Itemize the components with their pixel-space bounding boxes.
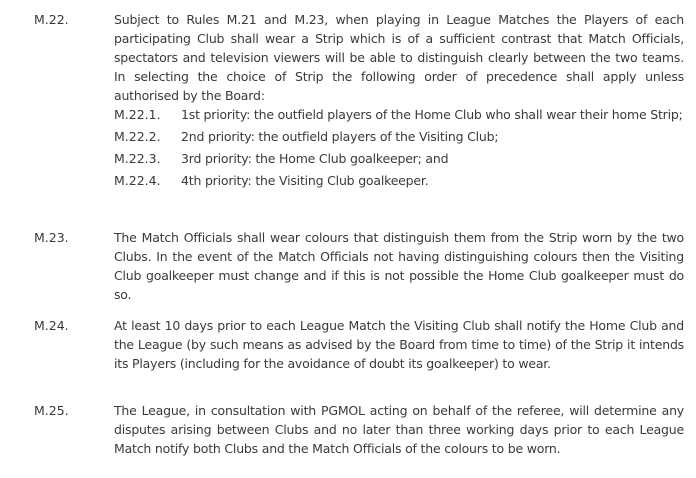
sub-item-text: 2nd priority: the outfield players of the Visiting Club;	[181, 129, 499, 144]
rule-text: At least 10 days prior to each League Match the Visiting Club shall notify the Home Club and the League (by such means as advised by the Board from time to time) of the Strip it intends its Players (including for the avoidance of doubt its goalkeeper) to wear.	[114, 318, 684, 371]
sub-item-text: 4th priority: the Visiting Club goalkeeper.	[181, 173, 429, 188]
sub-item-number: M.22.3.	[114, 151, 161, 166]
rule-text: Subject to Rules M.21 and M.23, when playing in League Matches the Players of each participating Club shall wear a Strip which is of a sufficient contrast that Match Officials, spectators and television viewers will be able to distinguish clearly between the two teams. In selecting the choice of Strip the following order of precedence shall apply unless authorised by the Board:	[114, 12, 684, 103]
sub-item-number: M.22.4.	[114, 173, 161, 188]
rule-number: M.23.	[34, 230, 69, 245]
rule-text: The League, in consultation with PGMOL acting on behalf of the referee, will determine any disputes arising between Clubs and no later than three working days prior to each League Match notify both Clubs and the Match Officials of the colours to be worn.	[114, 403, 684, 456]
rule-m22-subitems	[114, 105, 684, 193]
rule-number: M.22.	[34, 12, 69, 27]
sub-item	[114, 105, 684, 124]
rule-number: M.25.	[34, 403, 69, 418]
rule-number: M.24.	[34, 318, 69, 333]
sub-item-text: 3rd priority: the Home Club goalkeeper; and	[181, 151, 449, 166]
sub-item	[114, 149, 684, 168]
sub-item-text: 1st priority: the outfield players of the Home Club who shall wear their home Strip;	[181, 107, 683, 122]
rule-text: The Match Officials shall wear colours that distinguish them from the Strip worn by the two Clubs. In the event of the Match Officials not having distinguishing colours then the Visiting Club goalkeeper must change and if this is not possible the Home Club goalkeeper must do so.	[114, 230, 684, 302]
sub-item	[114, 171, 684, 190]
sub-item-number: M.22.1.	[114, 107, 161, 122]
sub-item-number: M.22.2.	[114, 129, 161, 144]
sub-item	[114, 127, 684, 146]
